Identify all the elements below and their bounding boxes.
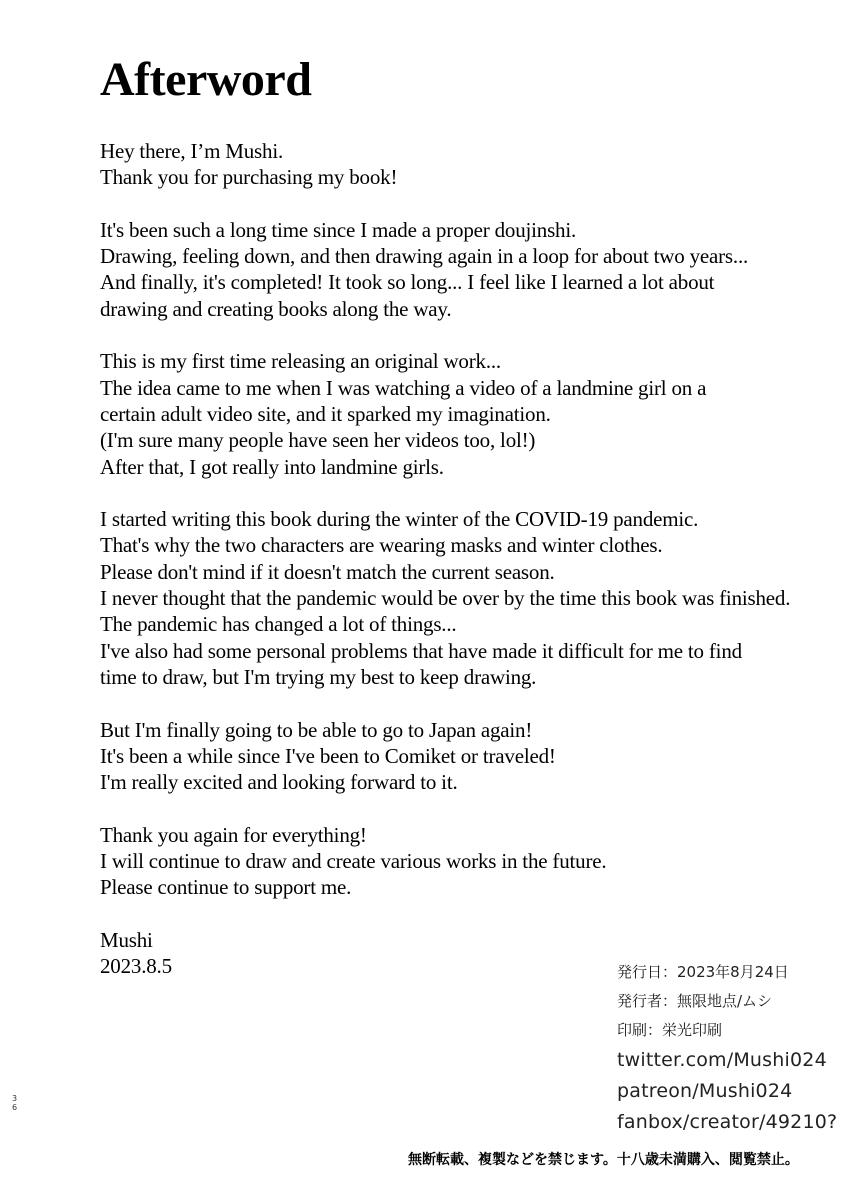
paragraph [100, 217, 845, 322]
text-line: But I'm finally going to be able to go to Japan again! [100, 717, 533, 742]
text-line: After that, I got really into landmine girls. [100, 454, 444, 479]
afterword-body [100, 138, 845, 1006]
fanbox-handle: fanbox/creator/49210? [617, 1111, 838, 1133]
text-line: (I'm sure many people have seen her videos too, lol!) [100, 428, 536, 453]
text-line: Please continue to support me. [100, 875, 352, 900]
paragraph [100, 348, 845, 479]
text-line: This is my first time releasing an original work... [100, 349, 501, 374]
text-line: certain adult video site, and it sparked my imagination. [100, 401, 551, 426]
text-line: I never thought that the pandemic would be over by the time this book was finished. [100, 586, 791, 611]
text-line: Mushi [100, 927, 153, 952]
issue-date: 発行日：2023年8月24日 [617, 963, 789, 981]
text-line: Thank you again for everything! [100, 822, 367, 847]
printer: 印刷：栄光印刷 [617, 1021, 723, 1039]
text-line: The idea came to me when I was watching a video of a landmine girl on a [100, 375, 707, 400]
text-line: Thank you for purchasing my book! [100, 165, 398, 190]
patreon-handle: patreon/Mushi024 [617, 1080, 793, 1102]
paragraph [100, 506, 845, 690]
text-line: I will continue to draw and create various works in the future. [100, 849, 607, 874]
text-line: That's why the two characters are wearing masks and winter clothes. [100, 533, 663, 558]
text-line: Drawing, feeling down, and then drawing again in a loop for about two years... [100, 244, 749, 269]
text-line: It's been a while since I've been to Comiket or traveled! [100, 743, 556, 768]
text-line: The pandemic has changed a lot of things... [100, 612, 457, 637]
text-line: Hey there, I’m Mushi. [100, 139, 284, 163]
text-line: I'm really excited and looking forward to it. [100, 770, 458, 795]
text-line: 2023.8.5 [100, 954, 172, 979]
text-line: I've also had some personal problems that have made it difficult for me to find [100, 638, 742, 663]
colophon [617, 958, 837, 1138]
twitter-handle: twitter.com/Mushi024 [617, 1049, 827, 1071]
page-number [12, 1094, 20, 1112]
page-title: Afterword [100, 53, 312, 106]
text-line: Please don't mind if it doesn't match the current season. [100, 559, 555, 584]
text-line: And finally, it's completed! It took so long... I feel like I learned a lot about [100, 270, 715, 295]
copyright-notice: 無断転載、複製などを禁じます。十八歳未満購入、閲覧禁止。 [408, 1152, 799, 1168]
text-line: I started writing this book during the winter of the COVID-19 pandemic. [100, 507, 699, 532]
page-number-digit: 3 [12, 1094, 18, 1103]
text-line: It's been such a long time since I made a proper doujinshi. [100, 217, 577, 242]
publisher: 発行者：無限地点/ムシ [617, 992, 773, 1010]
paragraph [100, 138, 845, 191]
paragraph [100, 717, 845, 796]
text-line: time to draw, but I'm trying my best to keep drawing. [100, 664, 537, 689]
text-line: drawing and creating books along the way. [100, 296, 452, 321]
paragraph [100, 822, 845, 901]
page-number-digit: 6 [12, 1103, 18, 1112]
